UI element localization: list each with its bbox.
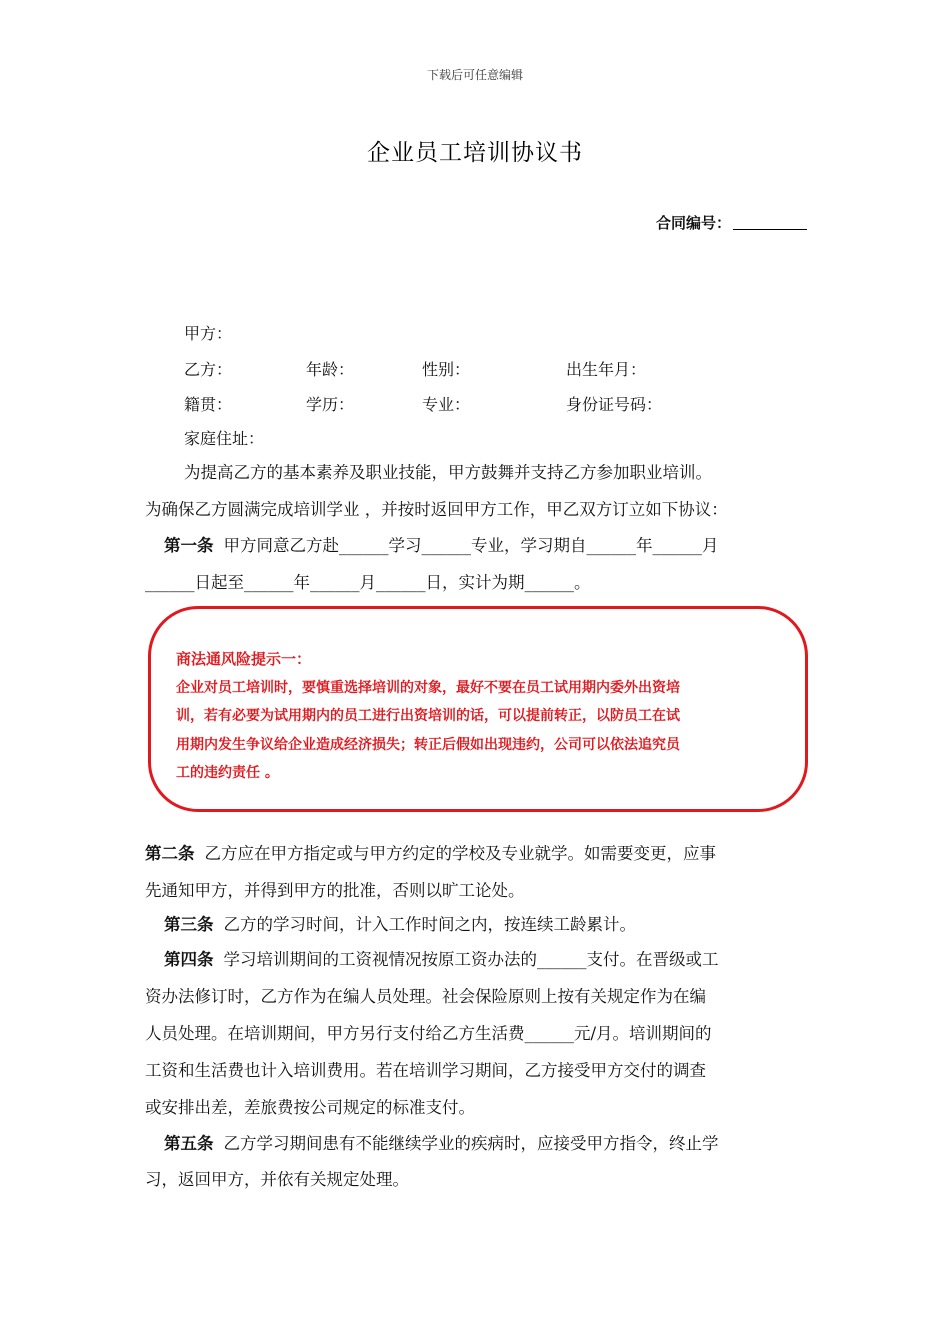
article-1-line-2: ______日起至______年______月______日，实计为期______。 — [145, 573, 591, 592]
contract-number — [600, 212, 807, 233]
article-1-text: 甲方同意乙方赴______学习______专业，学习期自______年______月 — [223, 536, 719, 555]
article-4-label: 第四条 — [164, 950, 214, 969]
article-1 — [164, 536, 719, 556]
article-5-text: 乙方学习期间患有不能继续学业的疾病时，应接受甲方指令，终止学 — [223, 1134, 719, 1153]
article-2-label: 第二条 — [145, 844, 195, 863]
field-education: 学历： — [306, 395, 355, 414]
field-id-number: 身份证号码： — [566, 395, 663, 414]
article-4-text: 学习培训期间的工资视情况按原工资办法的______支付。在晋级或工 — [223, 950, 719, 969]
article-5 — [164, 1134, 719, 1154]
field-party-b: 乙方： — [184, 360, 233, 379]
document-title: 企业员工培训协议书 — [367, 140, 583, 166]
contract-number-label: 合同编号： — [655, 214, 731, 232]
intro-line-2: 为确保乙方圆满完成培训学业 ，并按时返回甲方工作，甲乙双方订立如下协议： — [145, 500, 728, 519]
risk-warning-line-1: 企业对员工培训时，要慎重选择培训的对象，最好不要在员工试用期内委外出资培 — [176, 680, 680, 696]
article-1-label: 第一条 — [164, 536, 214, 555]
article-4 — [164, 950, 719, 970]
article-2 — [145, 844, 716, 864]
field-birth: 出生年月： — [566, 360, 647, 379]
field-native-place: 籍贯： — [184, 395, 233, 414]
article-4-line-4: 工资和生活费也计入培训费用。若在培训学习期间，乙方接受甲方交付的调查 — [145, 1061, 706, 1080]
risk-warning-title: 商法通风险提示一： — [176, 650, 312, 668]
contract-number-blank — [733, 215, 807, 230]
article-2-line-2: 先通知甲方，并得到甲方的批准，否则以旷工论处。 — [145, 881, 525, 900]
intro-line-1: 为提高乙方的基本素养及职业技能，甲方鼓舞并支持乙方参加职业培训。 — [184, 463, 712, 482]
field-home-address: 家庭住址： — [184, 429, 265, 448]
risk-warning-line-3: 用期内发生争议给企业造成经济损失；转正后假如出现违约，公司可以依法追究员 — [176, 737, 680, 753]
article-5-line-2: 习，返回甲方，并依有关规定处理。 — [145, 1170, 409, 1189]
field-party-a: 甲方： — [184, 324, 233, 343]
field-gender: 性别： — [422, 360, 471, 379]
article-4-line-3: 人员处理。在培训期间，甲方另行支付给乙方生活费______元/月。培训期间的 — [145, 1024, 712, 1043]
article-3 — [164, 915, 636, 935]
article-2-text: 乙方应在甲方指定或与甲方约定的学校及专业就学。如需要变更，应事 — [204, 844, 716, 863]
risk-warning-line-4: 工的违约责任 。 — [176, 765, 279, 781]
field-age: 年龄： — [306, 360, 355, 379]
article-3-label: 第三条 — [164, 915, 214, 934]
risk-warning-line-2: 训，若有必要为试用期内的员工进行出资培训的话，可以提前转正，以防员工在试 — [176, 708, 680, 724]
header-note: 下载后可任意编辑 — [426, 68, 523, 82]
article-3-text: 乙方的学习时间，计入工作时间之内，按连续工龄累计。 — [223, 915, 636, 934]
article-4-line-5: 或安排出差，差旅费按公司规定的标准支付。 — [145, 1098, 475, 1117]
article-4-line-2: 资办法修订时，乙方作为在编人员处理。社会保险原则上按有关规定作为在编 — [145, 987, 706, 1006]
field-major: 专业： — [422, 395, 471, 414]
article-5-label: 第五条 — [164, 1134, 214, 1153]
